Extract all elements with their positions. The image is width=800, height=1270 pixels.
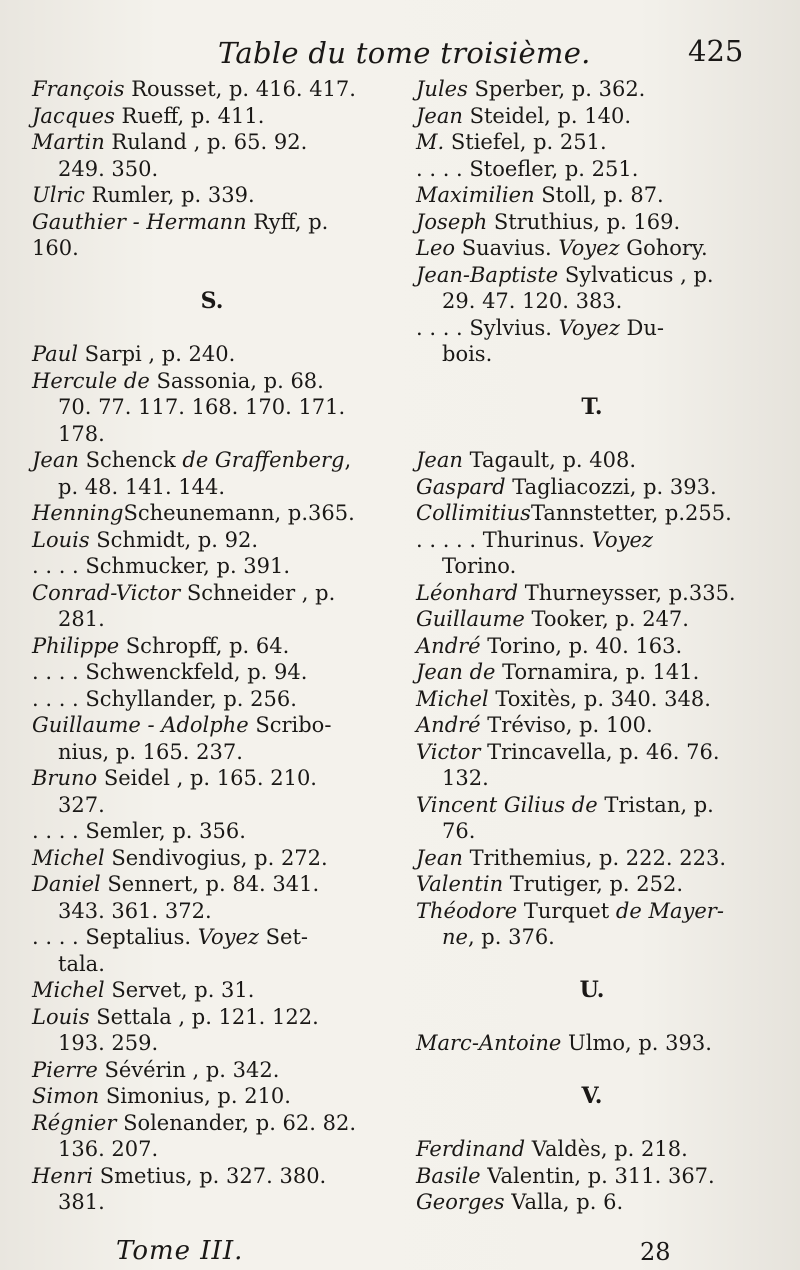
entry-text: Valla, p. 6.	[504, 1190, 624, 1214]
index-entry	[416, 129, 768, 156]
entry-text: 327.	[58, 792, 105, 817]
blank-line	[416, 368, 768, 395]
index-entry	[416, 1136, 768, 1163]
index-entry	[416, 500, 768, 527]
index-entry-continuation	[32, 739, 392, 766]
blank-line	[416, 1057, 768, 1084]
index-entry	[32, 1163, 392, 1190]
entry-forename: Vincent Gilius de	[416, 792, 598, 817]
entry-text: Stoll, p. 87.	[534, 183, 664, 207]
index-entry	[32, 209, 392, 236]
entry-forename: Jean de	[416, 660, 496, 684]
entry-text: Servet, p. 31.	[104, 978, 255, 1002]
index-entry	[416, 527, 768, 554]
index-entry	[416, 182, 768, 209]
entry-text: Scheunemann, p.365.	[123, 501, 355, 525]
entry-forename: Voyez	[558, 236, 620, 260]
entry-text: 70. 77. 117. 168. 170. 171.	[58, 395, 346, 419]
index-entry	[32, 103, 392, 130]
entry-text: . . . . Schwenckfeld, p. 94.	[32, 660, 308, 684]
entry-text: Tooker, p. 247.	[524, 607, 689, 631]
index-entry	[32, 76, 392, 103]
index-entry-continuation	[32, 421, 392, 448]
entry-text: Tagliacozzi, p. 393.	[505, 474, 717, 499]
index-entry	[32, 500, 392, 527]
entry-forename: Régnier	[32, 1110, 117, 1135]
entry-text: Rousset, p. 416. 417.	[124, 77, 356, 101]
index-entry	[32, 527, 392, 554]
index-entry	[416, 739, 768, 766]
entry-forename: André	[416, 633, 481, 658]
blank-line	[416, 421, 768, 448]
entry-text: Settala , p. 121. 122.	[89, 1004, 319, 1029]
entry-forename: Guillaume	[416, 607, 525, 631]
entry-text: . . . . Stoefler, p. 251.	[416, 156, 639, 181]
entry-forename: Louis	[32, 1004, 90, 1029]
entry-forename: François	[32, 77, 125, 101]
entry-forename: Michel	[416, 686, 489, 711]
entry-forename: Henri	[32, 1163, 94, 1188]
index-entry	[416, 1189, 768, 1216]
index-entry	[32, 553, 392, 580]
index-entry	[32, 924, 392, 951]
entry-text: Tréviso, p. 100.	[480, 713, 653, 737]
index-entry-continuation	[32, 898, 392, 925]
index-entry	[32, 1057, 392, 1084]
index-entry	[416, 659, 768, 686]
entry-forename: Michel	[32, 978, 105, 1002]
entry-text: Smetius, p. 327. 380.	[93, 1163, 327, 1188]
entry-text: Scribo-	[248, 713, 332, 737]
entry-forename: Jacques	[32, 103, 115, 128]
entry-forename: Conrad-Victor	[32, 580, 181, 605]
entry-text: Schmidt, p. 92.	[89, 527, 259, 552]
index-entry	[32, 659, 392, 686]
entry-text: Toxitès, p. 340. 348.	[488, 686, 711, 711]
entry-forename: Louis	[32, 527, 90, 552]
entry-text: Sévérin , p. 342.	[97, 1057, 280, 1082]
index-entry-continuation	[32, 792, 392, 819]
entry-text: Sassonia, p. 68.	[149, 368, 324, 393]
entry-forename: Leo	[416, 236, 456, 260]
entry-text: Tannstetter, p.255.	[530, 501, 732, 525]
entry-text: 132.	[442, 766, 489, 790]
index-entry	[32, 447, 392, 474]
entry-text: Sylvaticus , p.	[558, 262, 714, 287]
index-entry	[32, 818, 392, 845]
entry-text: 29. 47. 120. 383.	[442, 289, 623, 313]
entry-text: tala.	[58, 951, 105, 976]
index-entry	[32, 845, 392, 872]
index-entry	[32, 129, 392, 156]
index-entry	[416, 103, 768, 130]
page-header-title: Table du tome troisième.	[218, 36, 591, 70]
index-entry	[416, 235, 768, 262]
entry-text: 343. 361. 372.	[58, 898, 212, 923]
index-entry	[416, 633, 768, 660]
index-entry-continuation	[416, 818, 768, 845]
index-column-left	[32, 76, 392, 1216]
entry-text: Trithemius, p. 222. 223.	[462, 845, 727, 870]
entry-text: Suavius.	[455, 236, 559, 260]
index-entry	[416, 315, 768, 342]
entry-text: Valdès, p. 218.	[525, 1137, 688, 1161]
entry-text: Schropff, p. 64.	[119, 633, 290, 658]
blank-line	[416, 951, 768, 978]
entry-text: Du-	[619, 315, 664, 340]
entry-text: Trincavella, p. 46. 76.	[480, 739, 720, 764]
entry-text: Turquet	[517, 898, 616, 923]
entry-forename: Valentin	[416, 872, 504, 896]
index-entry-continuation	[416, 765, 768, 792]
entry-forename: Jean	[416, 448, 463, 472]
entry-forename: Jean	[32, 448, 79, 472]
entry-forename: Léonhard	[416, 580, 519, 605]
entry-forename: Jean	[416, 103, 463, 128]
entry-forename: Paul	[32, 342, 78, 366]
entry-forename: Joseph	[416, 209, 488, 234]
entry-text: 136. 207.	[58, 1137, 159, 1161]
entry-forename: Bruno	[32, 766, 98, 790]
index-column-right	[416, 76, 768, 1216]
index-entry	[32, 712, 392, 739]
index-entry	[32, 686, 392, 713]
entry-text: Seidel , p. 165. 210.	[97, 766, 317, 790]
index-entry	[416, 262, 768, 289]
index-entry	[416, 606, 768, 633]
index-entry-continuation	[32, 235, 392, 262]
index-entry	[416, 580, 768, 607]
entry-forename: Gaspard	[416, 474, 506, 499]
entry-text: . . . . Septalius.	[32, 925, 198, 949]
index-entry	[32, 1004, 392, 1031]
entry-forename: Henning	[32, 501, 124, 525]
entry-text: Gohory.	[619, 236, 708, 260]
index-entry	[32, 871, 392, 898]
entry-text: Valentin, p. 311. 367.	[480, 1163, 715, 1188]
entry-text: Tornamira, p. 141.	[495, 660, 700, 684]
entry-text: . . . . Sylvius.	[416, 315, 559, 340]
index-entry	[416, 76, 768, 103]
blank-line	[416, 1004, 768, 1031]
index-entry	[416, 156, 768, 183]
index-entry	[416, 1030, 768, 1057]
entry-text: bois.	[442, 342, 493, 366]
index-entry-continuation	[32, 1189, 392, 1216]
entry-text: 249. 350.	[58, 156, 159, 181]
page-number: 425	[688, 34, 744, 68]
index-entry-continuation	[416, 553, 768, 580]
index-entry-continuation	[32, 951, 392, 978]
entry-forename: Daniel	[32, 872, 101, 896]
section-letter: S.	[200, 288, 224, 314]
entry-forename: Jean-Baptiste	[416, 262, 559, 287]
entry-text: . . . . Semler, p. 356.	[32, 819, 246, 843]
entry-text: Torino.	[442, 554, 517, 578]
entry-text: Tristan, p.	[597, 792, 714, 817]
index-entry-continuation	[32, 474, 392, 501]
entry-text: 281.	[58, 607, 105, 631]
entry-forename: Jules	[416, 77, 468, 101]
entry-text: Ryff, p.	[246, 209, 329, 234]
entry-forename: Guillaume - Adolphe	[32, 713, 249, 737]
index-entry	[416, 871, 768, 898]
entry-text: Ruland , p. 65. 92.	[104, 130, 308, 154]
entry-text: Sendivogius, p. 272.	[104, 845, 328, 870]
blank-line	[416, 1110, 768, 1137]
index-entry	[416, 447, 768, 474]
entry-forename: Philippe	[32, 633, 120, 658]
footer-volume-label: Tome III.	[116, 1236, 244, 1266]
entry-text: 76.	[442, 819, 476, 843]
entry-forename: Jean	[416, 845, 463, 870]
entry-text: Sennert, p. 84. 341.	[100, 872, 320, 896]
entry-text: 381.	[58, 1190, 105, 1214]
entry-forename: Maximilien	[416, 183, 535, 207]
blank-line	[32, 315, 392, 342]
entry-text: Sarpi , p. 240.	[77, 342, 236, 366]
entry-forename: Théodore	[416, 898, 518, 923]
section-letter: V.	[581, 1083, 603, 1109]
entry-text: Ulmo, p. 393.	[561, 1031, 712, 1055]
entry-text: ,	[344, 448, 352, 472]
entry-text: p. 48. 141. 144.	[58, 474, 226, 499]
entry-text: Stiefel, p. 251.	[444, 130, 607, 154]
entry-forename: André	[416, 713, 481, 737]
index-entry-continuation	[416, 924, 768, 951]
index-entry	[32, 182, 392, 209]
index-entry-continuation	[32, 156, 392, 183]
index-entry	[32, 341, 392, 368]
entry-text: nius, p. 165. 237.	[58, 739, 243, 764]
entry-forename: Victor	[416, 739, 481, 764]
index-entry	[32, 580, 392, 607]
index-entry	[32, 1083, 392, 1110]
entry-forename: Voyez	[197, 925, 259, 949]
entry-forename: Michel	[32, 845, 105, 870]
index-entry	[32, 368, 392, 395]
entry-forename: Gauthier - Hermann	[32, 209, 247, 234]
entry-forename: Voyez	[591, 527, 653, 552]
entry-forename: de Mayer-	[615, 898, 724, 923]
index-entry	[32, 977, 392, 1004]
entry-text: Schenck	[78, 448, 183, 472]
index-entry-continuation	[32, 1030, 392, 1057]
entry-text: . . . . Schmucker, p. 391.	[32, 554, 291, 578]
entry-text: Steidel, p. 140.	[462, 103, 632, 128]
entry-forename: Collimitius	[416, 501, 531, 525]
entry-text: , p. 376.	[467, 925, 555, 949]
entry-forename: Voyez	[558, 315, 620, 340]
entry-forename: Basile	[416, 1163, 481, 1188]
entry-text: 160.	[32, 236, 79, 260]
index-entry	[32, 1110, 392, 1137]
entry-forename: Hercule de	[32, 368, 150, 393]
index-entry	[416, 845, 768, 872]
entry-forename: Ulric	[32, 183, 85, 207]
entry-text: Trutiger, p. 252.	[503, 872, 684, 896]
index-entry-continuation	[416, 341, 768, 368]
index-entry	[416, 898, 768, 925]
index-entry	[416, 792, 768, 819]
entry-forename: de Graffenberg	[182, 448, 345, 472]
entry-text: . . . . Schyllander, p. 256.	[32, 686, 297, 711]
entry-forename: Ferdinand	[416, 1137, 526, 1161]
index-entry-continuation	[416, 288, 768, 315]
entry-forename: Martin	[32, 130, 105, 154]
entry-forename: Georges	[416, 1190, 505, 1214]
entry-text: Thurneysser, p.335.	[518, 580, 736, 605]
entry-text: Sperber, p. 362.	[467, 77, 646, 101]
entry-text: Rueff, p. 411.	[114, 103, 265, 128]
index-entry	[416, 474, 768, 501]
entry-text: Simonius, p. 210.	[99, 1084, 291, 1108]
entry-text: Torino, p. 40. 163.	[480, 633, 683, 658]
index-entry	[32, 765, 392, 792]
index-entry-continuation	[32, 394, 392, 421]
entry-text: Schneider , p.	[180, 580, 336, 605]
entry-forename: Marc-Antoine	[416, 1031, 562, 1055]
entry-forename: Simon	[32, 1084, 100, 1108]
entry-forename: ne	[442, 925, 468, 949]
section-letter: T.	[581, 394, 603, 420]
blank-line	[32, 262, 392, 289]
index-entry-continuation	[32, 1136, 392, 1163]
entry-forename: Pierre	[32, 1057, 98, 1082]
index-entry	[416, 686, 768, 713]
index-entry	[32, 633, 392, 660]
section-letter: U.	[579, 977, 605, 1003]
entry-text: 193. 259.	[58, 1031, 159, 1055]
entry-forename: M.	[416, 130, 445, 154]
entry-text: Tagault, p. 408.	[462, 448, 637, 472]
entry-text: Struthius, p. 169.	[487, 209, 681, 234]
index-entry	[416, 1163, 768, 1190]
entry-text: Rumler, p. 339.	[84, 183, 255, 207]
index-entry-continuation	[32, 606, 392, 633]
index-entry	[416, 209, 768, 236]
footer-signature-mark: 28	[640, 1238, 671, 1266]
index-entry	[416, 712, 768, 739]
entry-text: . . . . . Thurinus.	[416, 527, 592, 552]
entry-text: Solenander, p. 62. 82.	[116, 1110, 357, 1135]
entry-text: Set-	[258, 925, 308, 949]
entry-text: 178.	[58, 421, 105, 446]
